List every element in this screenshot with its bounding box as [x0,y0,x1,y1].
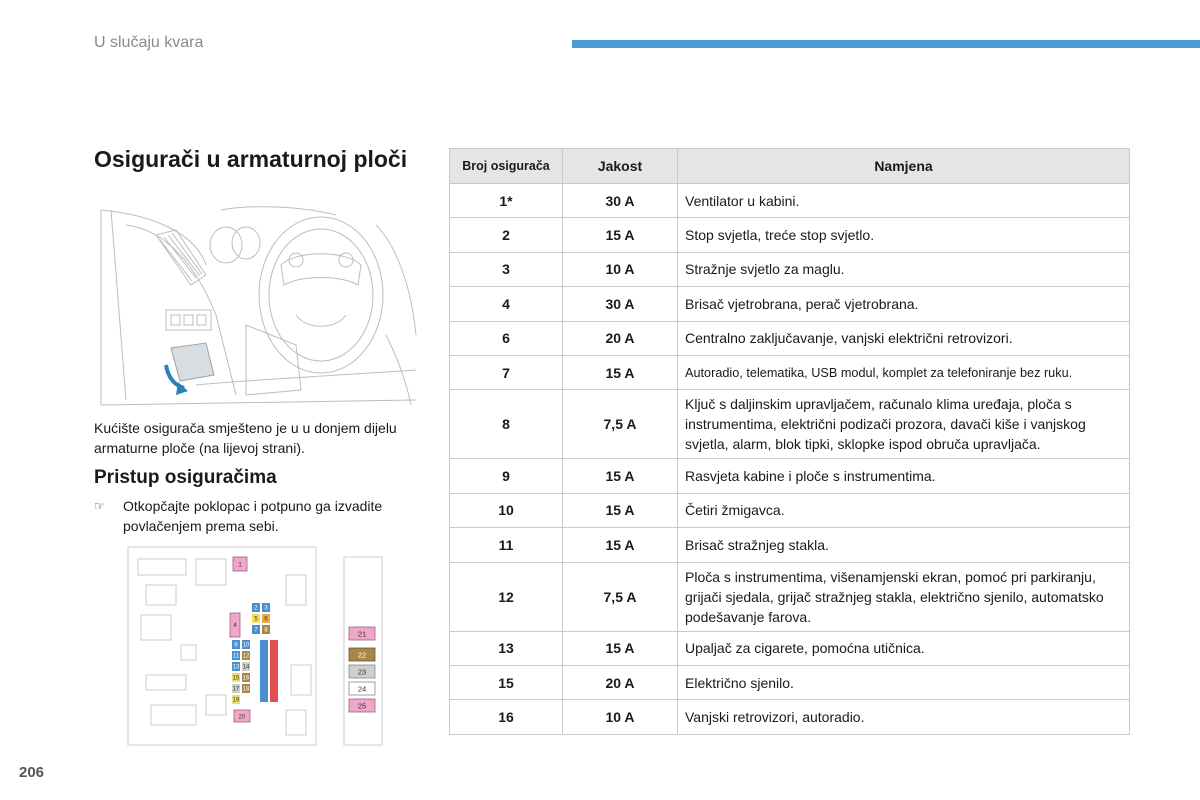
table-row [450,184,1130,218]
fuse-label: 7 [254,627,258,634]
fuse-purpose-cell: Autoradio, telematika, USB modul, komplet za telefoniranje bez ruku. [678,355,1130,389]
fuse-purpose-cell: Vanjski retrovizori, autoradio. [678,700,1130,734]
fuse-table [449,148,1130,735]
instruction-step-text: Otkopčajte poklopac i potpuno ga izvadite povlačenjem prema sebi. [123,498,383,534]
fuse-number-cell: 2 [450,218,563,252]
fuse-label: 23 [357,667,367,677]
fuse-label: 17 [232,686,240,693]
table-row [450,218,1130,252]
fuse-number-cell: 9 [450,459,563,493]
fuse-relay-blue [260,640,268,702]
fuse-number-cell: 7 [450,355,563,389]
fuse-rating-cell: 30 A [563,287,678,321]
fuse-relay-red [270,640,278,702]
fuse-number-cell: 16 [450,700,563,734]
fuse-purpose-cell: Stražnje svjetlo za maglu. [678,252,1130,286]
fuse-label: 19 [232,697,240,704]
fuse-rating-cell: 15 A [563,631,678,665]
table-row [450,665,1130,699]
fuse-purpose-cell: Četiri žmigavca. [678,493,1130,527]
fuse-label: 15 [232,675,240,682]
fuse-rating-cell: 10 A [563,252,678,286]
fuse-rating-cell: 15 A [563,493,678,527]
table-row [450,493,1130,527]
fuse-label: 1 [238,562,242,569]
table-row [450,355,1130,389]
table-row [450,459,1130,493]
table-row [450,631,1130,665]
hand-pointer-icon: ☞ [94,499,105,513]
fuse-rating-cell: 15 A [563,355,678,389]
fuse-label: 10 [242,642,250,649]
table-row [450,287,1130,321]
table-row [450,252,1130,286]
page-title: Osigurači u armaturnoj ploči [94,146,408,172]
fuse-label: 20 [238,714,246,721]
fuse-label: 16 [242,675,250,682]
fuse-label: 5 [254,616,258,623]
fuse-label: 25 [357,701,367,711]
fuse-purpose-cell: Brisač stražnjeg stakla. [678,528,1130,562]
table-row [450,321,1130,355]
fuse-box-diagram [126,545,388,750]
fuse-label: 9 [234,642,238,649]
fuse-rating-cell: 15 A [563,459,678,493]
fuse-number-cell: 1* [450,184,563,218]
fuse-purpose-cell: Brisač vjetrobrana, perač vjetrobrana. [678,287,1130,321]
fuse-rating-cell: 15 A [563,218,678,252]
fuse-rating-cell: 15 A [563,528,678,562]
fuse-purpose-cell: Ploča s instrumentima, višenamjenski ekran, pomoć pri parkiranju, grijači sjedala, grijač stražnjeg stakla, električno sjenilo, automatsko podešavanje farova. [678,562,1130,631]
fuse-purpose-cell: Rasvjeta kabine i ploče s instrumentima. [678,459,1130,493]
section-title: U slučaju kvara [94,34,204,51]
header-accent-bar [572,40,1200,48]
fuse-label: 8 [264,627,268,634]
fuse-number-cell: 8 [450,390,563,459]
fuse-purpose-cell: Centralno zaključavanje, vanjski električni retrovizori. [678,321,1130,355]
fuse-number-cell: 12 [450,562,563,631]
fuse-number-cell: 3 [450,252,563,286]
column-header-fuse-number: Broj osigurača [450,149,563,184]
fuse-rating-cell: 20 A [563,321,678,355]
fuse-label: 6 [264,616,268,623]
column-header-purpose: Namjena [678,149,1130,184]
fuse-number-cell: 6 [450,321,563,355]
fuse-label: 21 [357,629,367,639]
fuse-label: 14 [242,664,250,671]
column-header-rating: Jakost [563,149,678,184]
page-number: 206 [19,764,45,781]
table-row [450,562,1130,631]
dashboard-illustration [96,205,420,410]
fuse-purpose-cell: Upaljač za cigarete, pomoćna utičnica. [678,631,1130,665]
fuse-rating-cell: 30 A [563,184,678,218]
fuse-number-cell: 10 [450,493,563,527]
fuse-box-location-text: Kućište osigurača smješteno je u u donjem dijelu armaturne ploče (na lijevoj strani). [94,420,397,456]
fuse-label: 12 [242,653,250,660]
fuse-rating-cell: 7,5 A [563,390,678,459]
fuse-purpose-cell: Ventilator u kabini. [678,184,1130,218]
fuse-purpose-cell: Ključ s daljinskim upravljačem, računalo klima uređaja, ploča s instrumentima, električni podizači prozora, davači kiše i vanjskog svjetla, alarm, blok tipki, sklopke ispod obruča upravljača. [678,390,1130,459]
fuse-purpose-cell: Stop svjetla, treće stop svjetlo. [678,218,1130,252]
table-row [450,390,1130,459]
fuse-rating-cell: 10 A [563,700,678,734]
table-row [450,700,1130,734]
access-subheading: Pristup osiguračima [94,467,277,488]
fuse-number-cell: 13 [450,631,563,665]
fuse-purpose-cell: Električno sjenilo. [678,665,1130,699]
fuse-label: 13 [232,664,240,671]
fuse-label: 4 [233,623,237,629]
fuse-label: 11 [232,653,240,660]
fuse-rating-cell: 20 A [563,665,678,699]
fuse-number-cell: 4 [450,287,563,321]
instruction-step [94,496,414,536]
fuse-label: 2 [254,605,258,612]
fuse-label: 22 [357,650,367,660]
fuse-number-cell: 15 [450,665,563,699]
fuse-label: 18 [242,686,250,693]
table-header-row [450,149,1130,184]
fuse-rating-cell: 7,5 A [563,562,678,631]
fuse-number-cell: 11 [450,528,563,562]
table-row [450,528,1130,562]
fuse-label: 3 [264,605,268,612]
fuse-label: 24 [357,684,367,694]
